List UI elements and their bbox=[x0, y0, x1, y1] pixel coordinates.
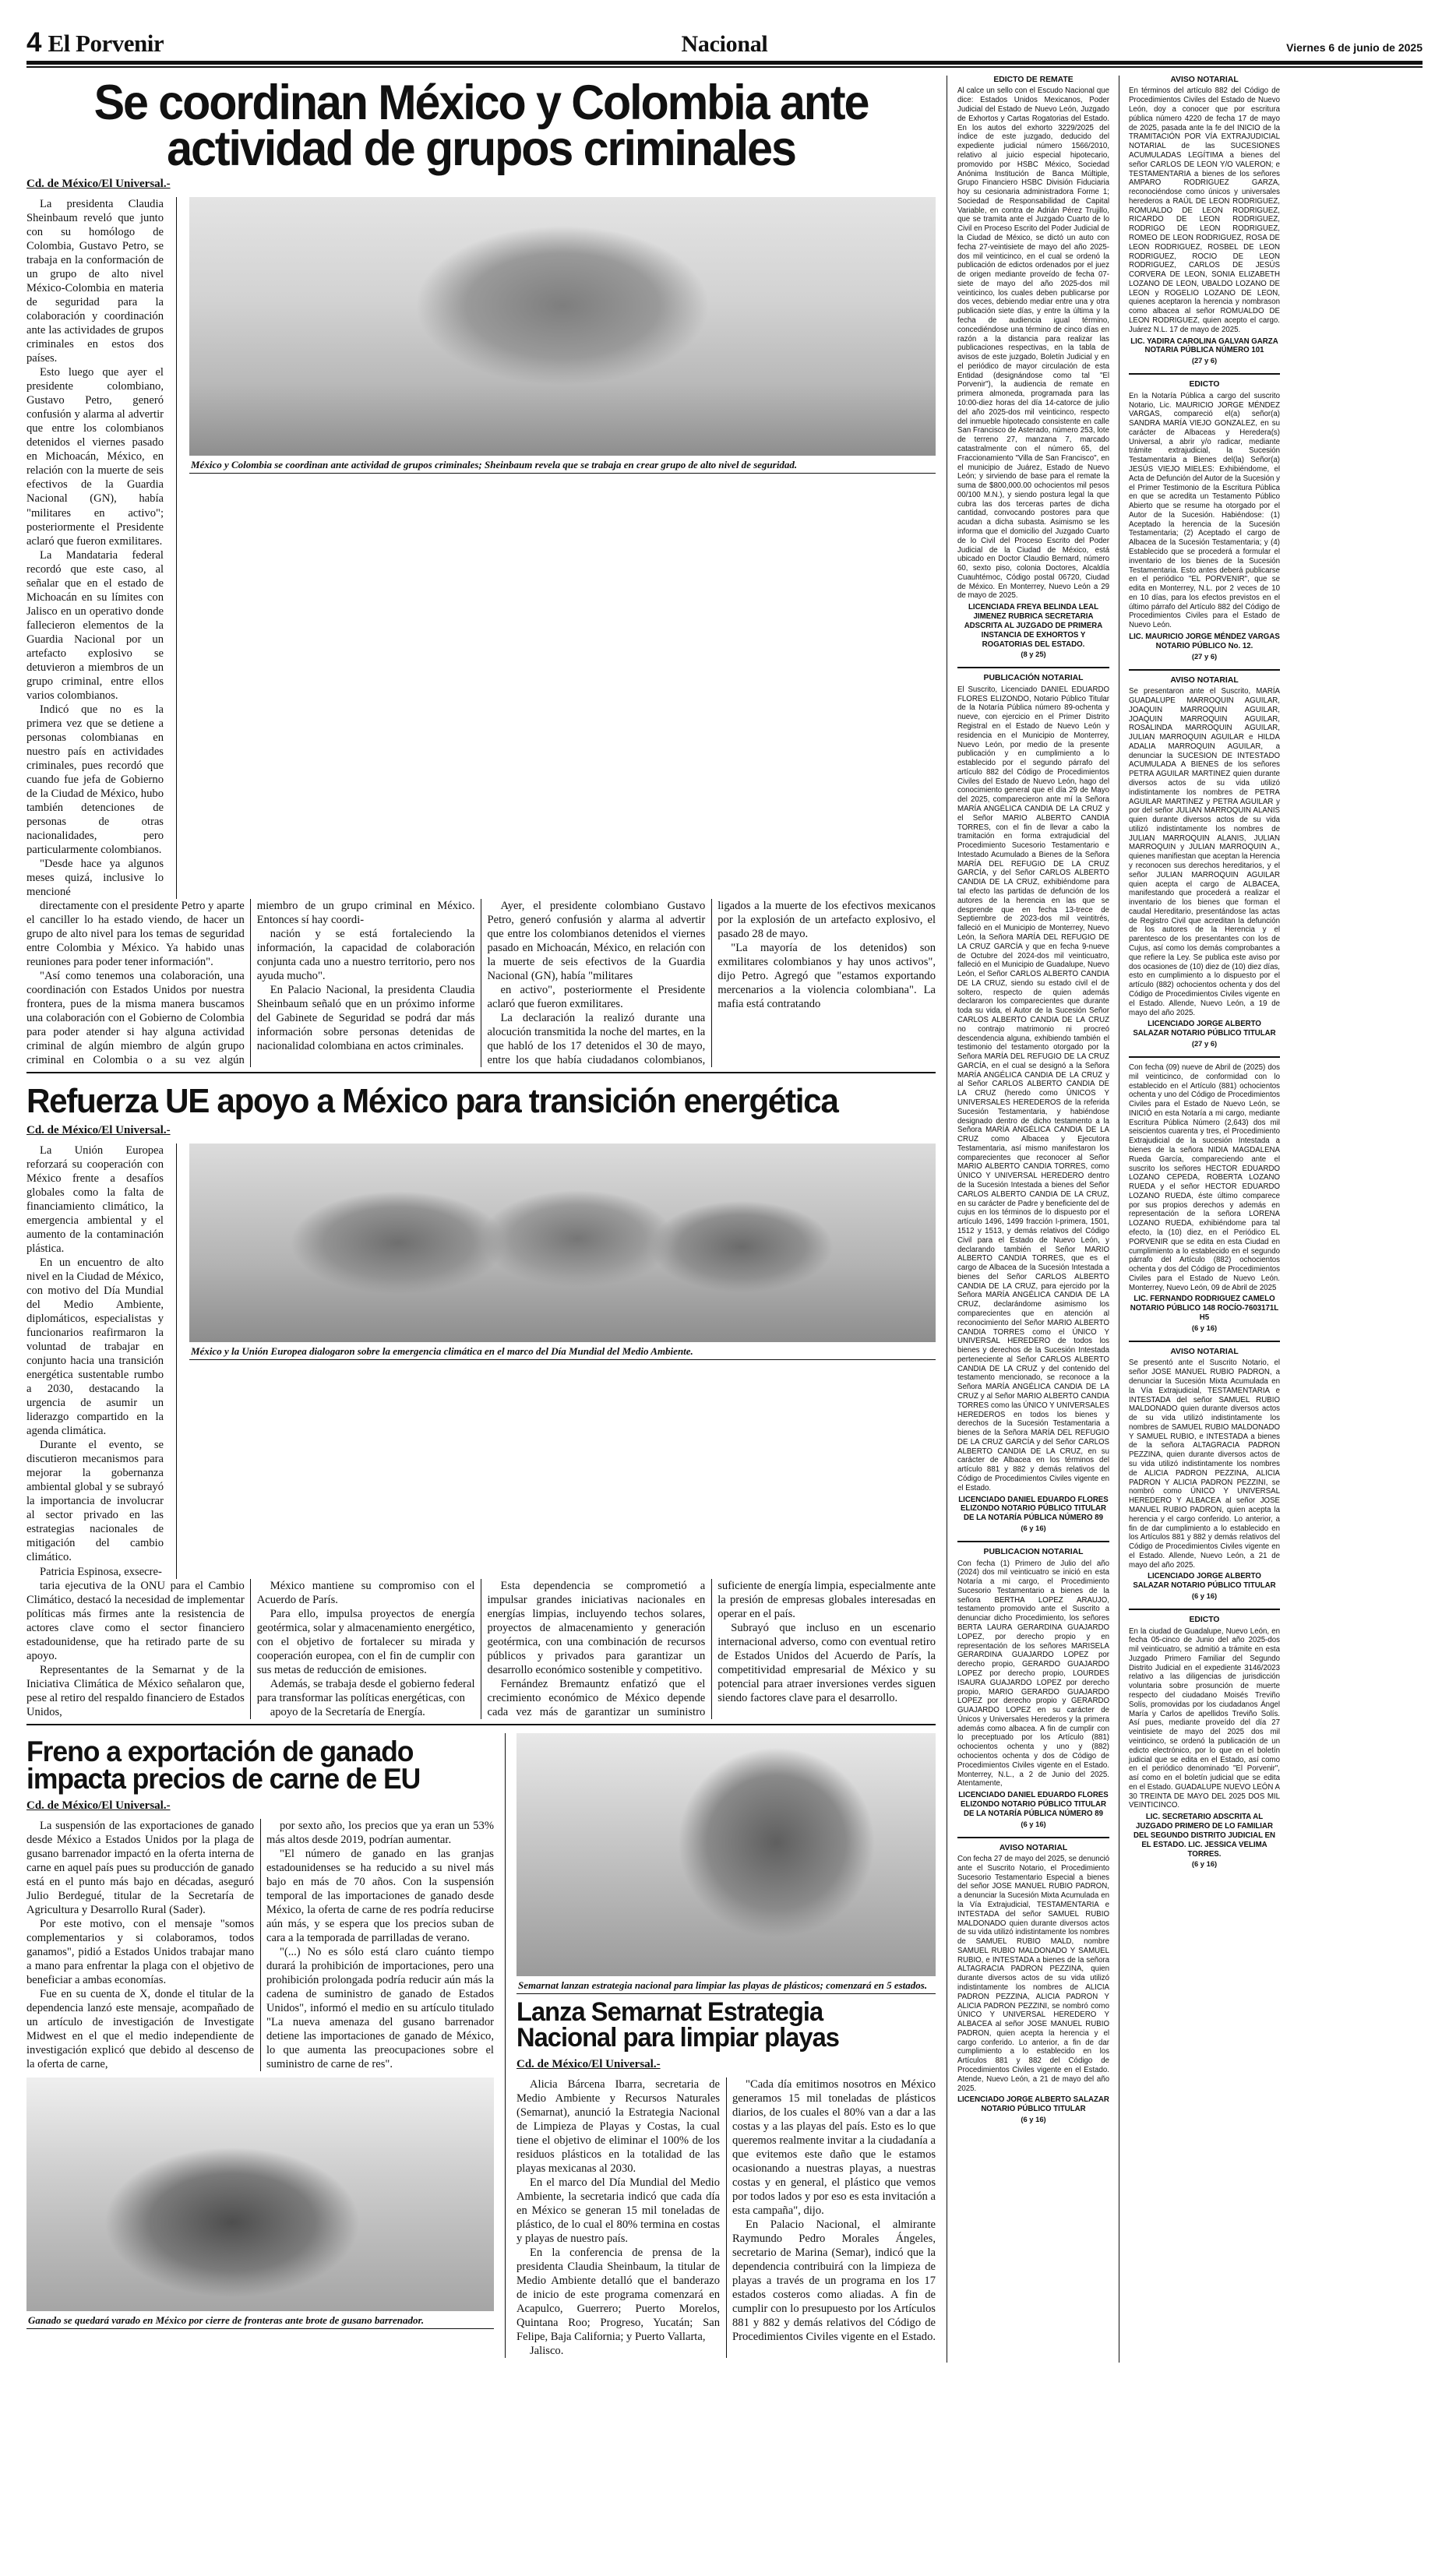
paragraph: Esto luego que ayer el presidente colombiano, Gustavo Petro, generó confusión y alarma al advertir que entre los colombianos detenidos el viernes pasado en Michoacán, México, en relación con la muerte de seis efectivos de la Guardia Nacional (GN), había "militares en activo"; posteriormente el Presidente aclaró que fueron exmilitares. bbox=[26, 366, 164, 548]
notice-title: AVISO NOTARIAL bbox=[1170, 675, 1239, 685]
masthead-left bbox=[26, 29, 164, 56]
paragraph: Patricia Espinosa, exsecre- bbox=[40, 1565, 162, 1578]
notice-sucesion-rueda bbox=[1129, 1063, 1280, 1332]
paragraph: Fue en su cuenta de X, donde el titular de la dependencia lanzó este mensaje, acompañado de un artículo de investigación de Investigate Midwest en el que el medio independiente de investigación explicó que debido al descenso de la oferta de carne, bbox=[26, 1987, 254, 2070]
article-headline: Freno a exportación de ganado impacta precios de carne de EU bbox=[26, 1735, 421, 1795]
paragraph: Fernández Bremauntz enfatizó que el crecimiento económico de México depende cada vez más de garantizar un suministro suficiente de energía limpia, especialmente ante la presión de empresas globales interesadas en operar en el país. bbox=[487, 1579, 936, 1718]
notice-title: AVISO NOTARIAL bbox=[1170, 76, 1239, 84]
paragraph: En el marco del Día Mundial del Medio Ambiente, la secretaria indicó que cada día en México se generan 15 mil toneladas de plástico, de lo cual el 80% termina en costas y playas de nuestro país. bbox=[516, 2176, 720, 2245]
notice-edicto-remate bbox=[957, 76, 1109, 658]
notice-signature: LICENCIADO DANIEL EDUARDO FLORES ELIZONDO NOTARIO PÚBLICO TITULAR DE LA NOTARÍA PÚBLICA NÚMERO 89 bbox=[958, 1495, 1109, 1523]
notice-body: El Suscrito, Licenciado DANIEL EDUARDO FLORES ELIZONDO, Notario Público Titular de la Notaría Pública número 89-ochenta y nueve, con ejercicio en el Primer Distrito Registral en el Estado de Nuevo León y residencia en el Municipio de Monterrey, Nuevo León, por medio de la presente publicación y en cumplimiento a lo establecido por el segundo párrafo del artículo 882 del Código de Procedimientos Civiles del Estado de Nuevo León, hago del conocimiento general que el día 29 de Mayo del 2025, comparecieron ante mí la Señora MARÍA ANGÉLICA CANDIA DE LA CRUZ y el Señor MARIO ALBERTO CANDIA TORRES, con el fin de llevar a cabo la tramitación en forma extrajudicial del Procedimiento Sucesorio Testamentario e Intestado Acumulado a Bienes de la Señora MARÍA DEL REFUGIO DE LA CRUZ GARCÍA, y del Señor CARLOS ALBERTO CANDIA DE LA CRUZ, exhibiéndome para tal efecto las partidas de defunción de los autores de la herencia en las que se desprende que en fecha 13-trece de Septiembre de 2023-dos mil veintitrés, falleció en el Municipio de Monterrey, Nuevo León, la Señora MARÍA DEL REFUGIO DE LA CRUZ GARCÍA y que en fecha 9-nueve de Octubre del 2024-dos mil veinticuatro, falleció en el Municipio de Guadalupe, Nuevo León, el Señor CARLOS ALBERTO CANDIA DE LA CRUZ, siendo su estado civil el de soltero, respecto de quien además declararon los comparecientes que durante toda su vida, el Autor de la Sucesión Señor CARLOS ALBERTO CANDIA DE LA CRUZ no contrajo matrimonio ni procreó descendencia alguna, exhibiendo también el testimonio del testamento otorgado por la Señora MARÍA DEL REFUGIO DE LA CRUZ GARCÍA, en el cual se designó a la Señora MARÍA ANGÉLICA CANDIA DE LA CRUZ y al Señor CARLOS ALBERTO CANDIA DE LA CRUZ (heredo como ÚNICOS Y UNIVERSALES HEREDEROS de la referida Sucesión Testamentaria, y habiéndose designado dentro de dicho testamento a la Señora MARÍA ANGÉLICA CANDIA DE LA CRUZ como Albacea y Ejecutora Testamentaria, así mismo manifestaron los comparecientes que reconocer al Señor MARIO ALBERTO CANDIA TORRES, como ÚNICO Y UNIVERSAL HEREDERO dentro de la Sucesión Intestada a bienes del Señor CARLOS ALBERTO CANDIA DE LA CRUZ, en su carácter de Padre y beneficiente del de cujus en los términos de lo dispuesto por el artículo 1496, 1499 fracción I-primera, 1501, 1512 y 1513, y demás relativos del Código Civil para el Estado de Nuevo León, y declarando también el Señor MARIO ALBERTO CANDIA TORRES, que es el cargo de Albacea de la Sucesión Intestada a bienes del Señor CARLOS ALBERTO CANDIA DE LA CRUZ, para ejercido por la Señora MARÍA ANGÉLICA CANDIA DE LA CRUZ, declarándome asimismo los comparecientes que en atención al reconocimiento del Señor MARIO ALBERTO CANDIA TORRES como el ÚNICO Y UNIVERSAL HEREDERO de todos los bienes y derechos de la Sucesión Intestada perteneciente al Señor CARLOS ALBERTO CANDIA DE LA CRUZ y del contenido del testamento mencionado, se reconoce a la Señora MARÍA ANGÉLICA CANDIA DE LA CRUZ y al Señor MARIO ALBERTO CANDIA TORRES como las ÚNICO Y UNIVERSALES HEREDEROS en todos los bienes y derechos de la Sucesión Testamentaria a bienes de la Señora MARÍA DEL REFUGIO DE LA CRUZ GARCÍA y del Señor CARLOS ALBERTO CANDIA DE LA CRUZ, en su carácter de Albacea en los términos del artículo 881 y 882 y demás relativos del Código de Procedimientos Civiles vigente en el Estado. bbox=[957, 685, 1109, 1492]
page-number: 4 bbox=[26, 27, 41, 58]
paragraph: "Desde hace ya algunos meses quizá, inclusive lo mencioné bbox=[26, 857, 164, 898]
paragraph: apoyo de la Secretaría de Energía. bbox=[270, 1705, 425, 1718]
article-ganado bbox=[26, 1733, 494, 2358]
article-headline: Se coordinan México y Colombia ante actividad de grupos criminales bbox=[93, 76, 869, 176]
paragraph: Jalisco. bbox=[530, 2344, 564, 2357]
article-photo bbox=[189, 197, 936, 456]
paper-name: El Porvenir bbox=[48, 30, 164, 57]
notice-separator bbox=[1129, 1056, 1280, 1058]
paragraph: nación y se está fortaleciendo la información, la capacidad de colaboración conjunta cada uno a nuestro territorio, pero nos ayuda mucho". bbox=[256, 927, 475, 983]
notice-aviso-notarial-1 bbox=[1129, 76, 1280, 365]
notice-separator bbox=[1129, 1341, 1280, 1342]
article-figure bbox=[26, 2077, 494, 2329]
article-figure bbox=[189, 197, 936, 474]
article-headline: Refuerza UE apoyo a México para transición energética bbox=[26, 1082, 838, 1121]
paragraph: Representantes de la Semarnat y de la Iniciativa Climática de México señalaron que, pese al retiro del respaldo financiero de Estados Unidos, bbox=[26, 1663, 245, 1718]
article-photo bbox=[26, 2077, 494, 2311]
paragraph: "El número de ganado en las granjas estadounidenses se ha reducido a su nivel más bajo en más de 70 años. Con la suspensión temporal de las importaciones de ganado desde México, la oferta de carne de res podría reducirse aún más, y se espera que los precios suban de cara a la temporada de parrilladas de verano. bbox=[266, 1847, 494, 1944]
notice-separator bbox=[957, 1837, 1109, 1838]
notice-publication-count: (27 y 6) bbox=[1191, 651, 1218, 661]
paragraph: Esta dependencia se comprometió a impulsar grandes iniciativas nacionales en energías limpias, incluyendo techos solares, proyectos de almacenamiento y generación geotérmica, con una combinación de recursos públicos y privados para garantizar un desarrollo económico sostenible y competitivo. bbox=[487, 1579, 706, 1676]
issue-date: Viernes 6 de junio de 2025 bbox=[1286, 41, 1423, 54]
legal-notices-area bbox=[947, 76, 1423, 2363]
masthead bbox=[0, 0, 1449, 56]
article-figure bbox=[516, 1733, 936, 1994]
article-photo-block bbox=[176, 1144, 936, 1578]
notice-body: Con fecha 27 de mayo del 2025, se denunció ante el Suscrito Notario, el Procedimiento Sucesorio Testamentario Especial a bienes del señor JOSE MANUEL RUBIO PADRON, a denunciar la Sucesión Mixta Acumulada en la Vía Extrajudicial, TESTAMENTARIA e INTESTADA del señor SAMUEL RUBIO MALDONADO quien durante diversos actos de su vida utilizó indistintamente los nombres de SAMUEL RUBIO MALD, nombre SAMUEL RUBIO MALDONADO Y SAMUEL RUBIO, e INTESTADA a bienes de la señora ALTAGRACIA PADRON PEZZINA, quien durante diversos actos de su vida utilizó indistintamente los nombres de ALICIA PADRON PEZZINA, ALICIA PADRON Y ALICIA PADRON PEZZINI, se nombró como ÚNICO Y UNIVERSAL HEREDERO Y ALBACEA al señor JOSE MANUEL RUBIO PADRON, quien acepta la herencia y el cargo conferido. Lo anterior, a fin de dar cumplimiento a lo establecido en los Artículos 881 y 882 del Código de Procedimientos Civiles vigente en el Estado. Atende, Nuevo León, a 21 de mayo del año 2025. bbox=[957, 1855, 1109, 2093]
article-byline: Cd. de México/El Universal.- bbox=[26, 178, 171, 191]
notice-signature: LICENCIADA FREYA BELINDA LEAL JIMENEZ RUBRICA SECRETARIA ADSCRITA AL JUZGADO DE PRIMERA INSTANCIA DE EXHORTOS Y ROGATORIAS DEL ESTADO. bbox=[964, 603, 1103, 649]
notice-signature: LIC. YADIRA CAROLINA GALVAN GARZA NOTARIA PÚBLICA NÚMERO 101 bbox=[1130, 337, 1278, 355]
paragraph: En Palacio Nacional, la presidenta Claudia Sheinbaum señaló que en un próximo informe del Gabinete de Seguridad se podrá dar más información sobre personas detenidas de nacionalidad colombiana en actos criminales. bbox=[256, 984, 475, 1053]
paragraph: La declaración la realizó durante una alocución transmitida la noche del martes, en la que habló de los 17 detenidos el 30 de mayo, entre los que había ciudadanos colombianos, ligados a la muerte de los efectivos mexicanos por la explosión de un artefacto explosivo, el pasado 28 de mayo. bbox=[487, 899, 936, 1067]
paragraph: La presidenta Claudia Sheinbaum reveló que junto con su homólogo de Colombia, Gustavo Petro, se trabaja en la conformación de un grupo de alto nivel México-Colombia en materia de seguridad para la colaboración y coordinación ante las actividades de grupos criminales en estos dos países. bbox=[26, 198, 164, 365]
notice-title: PUBLICACIÓN NOTARIAL bbox=[983, 674, 1084, 683]
notice-separator bbox=[957, 667, 1109, 668]
notice-separator bbox=[1129, 1609, 1280, 1610]
paragraph: Ayer, el presidente colombiano Gustavo Petro, generó confusión y alarma al advertir que entre los colombianos detenidos el viernes pasado en Michoacán, México, en relación con la muerte de seis efectivos de la Guardia Nacional (GN), había "militares bbox=[487, 899, 706, 983]
notice-body: En términos del artículo 882 del Código de Procedimientos Civiles del Estado de Nuevo León, doy a conocer que por escritura pública número 4220 de fecha 17 de mayo de 2025, pasada ante la fe del INICIO de la TRAMITACIÓN POR VÍA EXTRAJUDICIAL NOTARIAL de las SUCESIONES ACUMULADAS LEGÍTIMA a bienes del señor CARLOS DE LEON Y/O VALERON; e TESTAMENTARIA a bienes de los señores AMPARO RODRIGUEZ GARZA, reconociéndose como únicos y universales herederos a RAÚL DE LEON RODRIGUEZ, ROMUALDO DE LEON RODRIGUEZ, RICARDO DE LEON RODRIGUEZ, RODRIGO DE LEON RODRIGUEZ, ROMEO DE LEON RODRIGUEZ, ROSA DE LEON RODRIGUEZ, ROSBEL DE LEON RODRIGUEZ, ROCIO DE LEON RODRIGUEZ, CARLOS DE JESÚS CORVERA DE LEON, SONIA ELIZABETH LOZANO DE LEON, UBALDO LOZANO DE LEON y ROGELIO LOZANO DE LEON, quienes aceptaron la herencia y nombrason como albacea al señor ROMUALDO DE LEON RODRIGUEZ, quien acepto el cargo. Juárez N.L. 17 de mayo de 2025. bbox=[1129, 86, 1280, 334]
article-columns bbox=[516, 2077, 936, 2358]
editorial-area bbox=[26, 76, 947, 2363]
notice-body: Con fecha (1) Primero de Julio del año (2024) dos mil veinticuatro se inició en esta Notaría a mi cargo, el Procedimiento Sucesorio Testamentario a bienes de la señora BERTHA LOPEZ ARAUJO, testamento promovido ante el Suscrito a denunciar dicho Procedimiento, los señores BERTA LAURA GERARDINA GUAJARDO LOPEZ, por derecho propio y en representación de los señores MARISELA GERARDINA GUAJARDO LOPEZ por derecho propio, GERARDO GUAJARDO LOPEZ por derecho propio, LOURDES ISAURA GUAJARDO LOPEZ por derecho propio, MARIO GERARDO GUAJARDO LOPEZ por derecho propio y GERARDO GUAJARDO LOPEZ en su carácter de Únicos y Universales Herederos y la primera además como albacea. A fin de cumplir con lo preceptuado por los Artículo (881) ochocientos ochenta y uno y (882) ochocientos ochenta y dos de Código de Procedimientos Civiles vigente en el Estado. Monterrey, N.L., a 2 de Junio del 2025. Atentamente, bbox=[957, 1559, 1109, 1788]
article-column-1 bbox=[26, 1144, 164, 1578]
paragraph: En Palacio Nacional, el almirante Raymundo Pedro Morales Ángeles, secretario de Marina (Semar), indicó que la dependencia contribuirá con la limpieza de playas a través de un programa en los 17 estados costeros como aliadas. A fin de cumplir con lo presupuesto por los Artículos 881 y 882 y demás relativos del Código de Procedimientos Civiles vigente en el Estado. bbox=[732, 2218, 936, 2343]
paragraph: Durante el evento, se discutieron mecanismos para mejorar la gobernanza ambiental global y se subrayó la importancia de involucrar al sector privado en las estrategias nacionales de mitigación del cambio climático. bbox=[26, 1439, 164, 1564]
notice-aviso-notarial-2 bbox=[1129, 676, 1280, 1048]
article-mexico-colombia bbox=[26, 76, 936, 1067]
paragraph: La Mandataria federal recordó que este caso, al señalar que en el estado de Michoacán en su límites con Jalisco en un operativo donde fallecieron elementos de la Guardia Nacional por un artefacto explosivo se detuvieron a miembros de un grupo criminal, entre ellos varios colombianos. bbox=[26, 548, 164, 702]
notice-separator bbox=[1129, 373, 1280, 375]
article-byline: Cd. de México/El Universal.- bbox=[516, 2057, 661, 2070]
notice-title: PUBLICACION NOTARIAL bbox=[983, 1548, 1084, 1557]
notice-publicacion-notarial-2 bbox=[957, 1548, 1109, 1828]
notice-publication-count: (27 y 6) bbox=[1191, 356, 1218, 365]
paragraph: taria ejecutiva de la ONU para el Cambio Climático, destacó la necesidad de implementar políticas más firmes ante la resistencia de actores clave como el sector financiero estadounidense, que ha retirado parte de su apoyo. bbox=[26, 1579, 245, 1662]
paragraph: Indicó que no es la primera vez que se detiene a personas colombianas en nuestro país en actividades criminales, pues recordó que cuando fue jefa de Gobierno de la Ciudad de México, hubo también detenciones de personas de otras nacionalidades, pero particularmente colombianos. bbox=[26, 703, 164, 856]
paragraph: directamente con el presidente Petro y aparte el canciller lo ha estado viendo, de hacer un grupo de alto nivel para los temas de seguridad entre Colombia y México. Ya habido unas reuniones para poder tener información". bbox=[26, 899, 245, 968]
notice-publicacion-notarial-1 bbox=[957, 674, 1109, 1532]
article-bottom-pair bbox=[26, 1724, 936, 2358]
article-continuation-columns bbox=[26, 899, 936, 1067]
notice-publication-count: (6 y 16) bbox=[1021, 2115, 1046, 2124]
paragraph: "La mayoría de los detenidos) son exmilitares colombianos y hay unos activos", dijo Petro. Agregó que "estamos exportando mercenarios a la violencia colombiana". La mafia está contratando bbox=[717, 941, 936, 1011]
paragraph: "Así como tenemos una colaboración, una coordinación con Estados Unidos por nuestra frontera, pues de la misma manera buscamos una colaboración con el Gobierno de Colombia para poder atender si hay alguna actividad criminal de algún miembro de algún grupo criminal en Colombia o a su vez algún miembro de un grupo criminal en México. Entonces sí hay coordi- bbox=[26, 899, 475, 1067]
article-semarnat bbox=[505, 1733, 936, 2358]
notice-body: Al calce un sello con el Escudo Nacional que dice: Estados Unidos Mexicanos, Poder Judicial del Estado de Nuevo León, Juzgado de Exhortos y Cartas Rogatorias del Estado. En los autos del exhorto 3229/2025 del índice de este juzgado, deducido del expediente judicial número 1566/2010, relativo al juicio especial hipotecario, promovido por HSBC México, Sociedad Anónima Institución de Banca Múltiple, Grupo Financiero HSBC División Fiduciaria hoy su cesionaria administradora Forme 1; Sociedad de Responsabilidad de Capital Variable, en contra de Adrián Pérez Trujillo, que se tramita ante el Juzgado Cuarto de lo Civil en Proceso Escrito del Poder Judicial de la Ciudad de México, se dictó un auto con fecha 27-veintisiete de mayo del año 2025-dos mil veinticinco, en el cual se ordenó la publicación de edictos ordenados por el juez de origen mediante proveído de fecha 07-siete de mayo del año 2025-dos mil veinticinco, los cuales deben publicarse por dos veces, debiendo mediar entre una y otra publicación siete días, y entre la última y la fecha de audiencia igual término, concediéndose una término de cinco días en razón a la distancia para realizar las publicaciones respectivas, en la tabla de avisos de este juzgado, Boletín Judicial y en el periódico de mayor circulación de esta Entidad (designándose como tal "El Porvenir"), la audiencia de remate en primera almoneda, programada para las 10:00-diez horas del día 14-catorce de julio del año 2025-dos mil veinticinco, respecto del inmueble hipotecado consistente en calle San Francisco de Asterado, número 253, lote de terreno 27, manzana 7, marcado catastralmente con el número 65, del Fraccionamiento "Villa de San Francisco", en el municipio de Juárez, Estado de Nuevo León; y sirviendo de base para el remate la suma de $800,000.00 ochocientos mil pesos 00/100 M.N.), y siendo postura legal la que cubra las dos terceras partes de dicha cantidad, convocando postores para que acudan a dicha subasta. Asimismo se les informa que el domicilio del Juzgado Cuarto de lo Civil del Proceso Escrito del Poder Judicial de la Ciudad de México, está ubicado en Doctor Claudio Bernard, número 60, sexto piso, colonia Doctores, Alcaldía Cuauhtémoc, Código postal 06720, Ciudad de México. En Monterrey, Nuevo León a 29 de mayo de 2025. bbox=[957, 86, 1109, 601]
article-flow-top bbox=[26, 1144, 936, 1578]
paragraph: México mantiene su compromiso con el Acuerdo de París. bbox=[256, 1579, 475, 1606]
masthead-rule bbox=[26, 61, 1423, 68]
paragraph: Para ello, impulsa proyectos de energía geotérmica, solar y almacenamiento energético, con el objetivo de fortalecer su mirada y cooperación europea, con el fin de cumplir con sus metas de reducción de emisiones. bbox=[256, 1607, 475, 1676]
notice-publication-count: (6 y 16) bbox=[1191, 1591, 1218, 1601]
photo-caption: México y Colombia se coordinan ante actividad de grupos criminales; Sheinbaum revela que se trabaja en crear grupo de alto nivel de seguridad. bbox=[189, 456, 936, 474]
notice-body: Se presentó ante el Suscrito Notario, el señor JOSE MANUEL RUBIO PADRON, a denunciar la Sucesión Mixta Acumulada en la Vía Extrajudicial, TESTAMENTARIA e INTESTADA del señor SAMUEL RUBIO MALDONADO quien durante diversos actos de su vida utilizó indistintamente los nombres de SAMUEL RUBIO MALDONADO Y SAMUEL RUBIO, e INTESTADA a bienes de la señora ALTAGRACIA PADRON PEZZINA, quien durante diversos actos de su vida utilizó indistintamente los nombres de ALICIA PADRON PEZZINA, ALICIA PADRON Y ALICIA PADRON PEZZINI, se nombró como ÚNICO Y UNIVERSAL HEREDERO Y ALBACEA al señor JOSE MANUEL RUBIO PADRON, quien acepta la herencia y el cargo conferido. Lo anterior, a fin de dar cumplimiento a lo establecido en los Artículos 881 y 882 y demás relativos del Código de Procedimientos Civiles vigente en el Estado. Allende, Nuevo León, a 21 de mayo del año 2025. bbox=[1129, 1358, 1280, 1570]
paragraph: "(...) No es sólo está claro cuánto tiempo durará la prohibición de importaciones, pero una prohibición prolongada podría reducir aún más la cadena de suministro de ganado de Estados Unidos", informó el medio en su artículo titulado "La nueva amenaza del gusano barrenador detiene las importaciones de ganado de México, lo que aumenta las preocupaciones sobre el suministro de carne de res". bbox=[266, 1945, 494, 2070]
notice-publication-count: (6 y 16) bbox=[1191, 1323, 1218, 1332]
notice-title: EDICTO bbox=[1189, 380, 1220, 389]
article-ue-energia bbox=[26, 1072, 936, 1719]
paragraph: En un encuentro de alto nivel en la Ciudad de México, con motivo del Día Mundial del Medio Ambiente, diplomáticos, especialistas y funcionarios reafirmaron la voluntad de trabajar en conjunto hacia una transición energética sustentable rumbo a 2030, destacando la urgencia de asumir un liderazgo compartido en la agenda climática. bbox=[26, 1256, 164, 1438]
notice-separator bbox=[1129, 669, 1280, 671]
paragraph: La Unión Europea reforzará su cooperación con México frente a desafíos globales como la falta de financiamiento climático, la emergencia ambiental y el aumento de la contaminación plástica. bbox=[26, 1144, 164, 1256]
notice-edicto-2 bbox=[1129, 1616, 1280, 1868]
notice-aviso-notarial-col1 bbox=[957, 1844, 1109, 2123]
article-byline: Cd. de México/El Universal.- bbox=[26, 1124, 171, 1137]
article-continuation-columns bbox=[26, 1579, 936, 1719]
notice-body: En la ciudad de Guadalupe, Nuevo León, en fecha 05-cinco de Junio del año 2025-dos mil veinticuatro, se admitió a trámite en esta Juzgado Primero Familiar del Segundo Distrito Judicial en el expediente 3146/2023 relativo a las diligencias de jurisdicción voluntaria sobre prosunción de muerte respecto del ciudadano Moisés Treviño Solís, promovidas por los ciudadanos Ángel María y Carlos de apellidos Treviño Solís. Así pues, mediante proveído del día 27 veintisiete de mayo del 2025 dos mil veinticinco, se ordenó la publicación de un edicto electrónico, por lo que en el boletín judicial que se edita en el Estado, así como en el periódico denominado "El Porvenir", así como en el boletín judicial que se edita en el Estado. GUADALUPE NUEVO LEÓN A 30 TREINTA DE MAYO DEL 2025 DOS MIL VEINTICINCO. bbox=[1129, 1626, 1280, 1810]
notice-signature: LICENCIADO JORGE ALBERTO SALAZAR NOTARIO PÚBLICO TITULAR bbox=[957, 2095, 1109, 2114]
notice-signature: LIC. FERNANDO RODRIGUEZ CAMELO NOTARIO PÚBLICO 148 ROCÍO-7603171L H5 bbox=[1130, 1295, 1279, 1323]
notices-column-1 bbox=[957, 76, 1109, 2363]
notice-signature: LICENCIADO JORGE ALBERTO SALAZAR NOTARIO PÚBLICO TITULAR bbox=[1133, 1020, 1276, 1038]
article-photo bbox=[189, 1144, 936, 1342]
article-flow-top bbox=[26, 197, 936, 899]
article-columns bbox=[26, 1819, 494, 2071]
notice-publication-count: (8 y 25) bbox=[1021, 650, 1046, 659]
notice-body: Se presentaron ante el Suscrito, MARÍA GUADALUPE MARROQUIN AGUILAR, JOAQUIN MARROQUIN AGUILAR, JOAQUIN MARROQUIN AGUILAR, ROSALINDA MARROQUIN AGUILAR, JULIAN MARROQUIN AGUILAR e HILDA ADALIA MARROQUIN AGUILAR, a denunciar la SUCESION DE INTESTADO ACUMULADA A BIENES de los señores PETRA AGUILAR MARTINEZ quien durante diversos actos de su vida utilizó indistintamente los nombres de PETRA AGUILAR MARTINEZ y PETRA AGUILAR y por del señor JULIAN MARROQUIN ALANIS quien durante diversos actos de su vida utilizó indistintamente los nombres de JULIAN MARROQUIN ALANIS, JULIAN MARROQUIN y JULIAN MARROQUIN A., quienes manifiestan que aceptan la Herencia y reconocen sus derechos hereditarios, y el señor JULIAN MARROQUIN AGUILAR quien acepta el cargo de ALBACEA, manifestando que procederá a realizar el inventario de los bienes que forman el caudal Hereditario, presentándose las actas de Registro Civil que acreditan la defunción de los autores de la Herencia y el parentesco de los presentantes con los de Cujus, así como los demás comprobantes a que refiere la Ley. Se publica este aviso por dos ocasiones de (10) diez de (10) diez días, esto en cumplimiento a lo dispuesto por el artículo (882) ochocientos ochenta y dos del Código de Procedimientos Civiles vigente en el Estado. Allende, Nuevo León, a 19 de mayo del año 2025. bbox=[1129, 687, 1280, 1017]
photo-caption: Ganado se quedará varado en México por cierre de fronteras ante brote de gusano barrenador. bbox=[26, 2311, 494, 2329]
article-photo-block bbox=[176, 197, 936, 899]
notice-body: En la Notaría Pública a cargo del suscrito Notario, Lic. MAURICIO JORGE MÉNDEZ VARGAS, compareció el(a) señor(a) SANDRA MARÍA VIEJO GONZALEZ, en su carácter de Albaceas y Heredera(s) Universal, a abrir y/o radicar, mediante trámite extrajudicial, la Sucesión Testamentaria a Bienes del(la) Señor(a) JESÚS VIEJO MIELES: Exhibiéndome, el Acta de Defunción del Autor de la Sucesión y el Primer Testimonio de la Escritura Pública en que se acredita un Testamento Público Abierto que se resume ha otorgado por el Autor de la Sucesión. Habiéndose: (1) Aceptado la herencia de la Sucesión Testamentaria; (2) Aceptado el cargo de Albacea de la Sucesión Testamentaria; y (4) Establecido que se procederá a formular el inventario de los bienes de la Sucesión Testamentaria. Esto antes deberá publicarse en el periódico "EL PORVENIR", que se edita en Monterrey, N.L. por 2 veces de 10 en 10 días, para los efectos previstos en el último párrafo del Artículo 882 del Código de Procedimientos Civiles para el Estado de Nuevo León. bbox=[1129, 391, 1280, 630]
notice-signature: LIC. MAURICIO JORGE MÉNDEZ VARGAS NOTARIO PÚBLICO No. 12. bbox=[1129, 633, 1280, 650]
photo-caption: México y la Unión Europea dialogaron sobre la emergencia climática en el marco del Día Mundial del Medio Ambiente. bbox=[189, 1342, 936, 1360]
notice-publication-count: (6 y 16) bbox=[1021, 1524, 1046, 1533]
article-column-1 bbox=[26, 197, 164, 899]
notice-signature: LICENCIADO JORGE ALBERTO SALAZAR NOTARIO PÚBLICO TITULAR bbox=[1133, 1572, 1276, 1591]
paragraph: Alicia Bárcena Ibarra, secretaria de Medio Ambiente y Recursos Naturales (Semarnat), anunció la Estrategia Nacional de Limpieza de Playas y Costas, la cual tiene el objetivo de eliminar el 100% de los residuos plásticos en la totalidad de las playas mexicanas al 2030. bbox=[516, 2077, 720, 2175]
notices-column-2 bbox=[1119, 76, 1280, 2363]
paragraph: "Cada día emitimos nosotros en México generamos 15 mil toneladas de plásticos diarios, de los cuales el 80% van a dar a las costas y a las playas del país. Esto es lo que queremos realmente invitar a la ciudadanía a que evitemos este daño que le estamos ocasionando a nuestras playas, a nuestras costas y en general, el plástico que vemos por todos lados y por eso es esta invitación a esta campaña", dijo. bbox=[732, 2077, 936, 2217]
section-title: Nacional bbox=[681, 31, 768, 57]
paragraph: Por este motivo, con el mensaje "somos complementarios y si colaboramos, todos ganamos", pidió a Estados Unidos trabajar mano a mano para enfrentar la plaga con el objetivo de beneficiar a ambas economías. bbox=[26, 1917, 254, 1986]
paragraph: Subrayó que incluso en un escenario internacional adverso, como con eventual retiro de Estados Unidos del Acuerdo de París, la competitividad empresarial de México y su potencial para atraer inversiones verdes siguen siendo factores clave para el desarrollo. bbox=[717, 1621, 936, 1704]
paragraph: La suspensión de las exportaciones de ganado desde México a Estados Unidos por la plaga de gusano barrenador impactó en la oferta interna de carne en aquel país pues su producción de ganado está en el punto más bajo en décadas, aseguró Julio Berdegué, titular de la Secretaría de Agricultura y Desarrollo Rural (Sader). bbox=[26, 1819, 254, 1916]
photo-caption: Semarnat lanzan estrategia nacional para limpiar las playas de plásticos; comenzará en 5 estados. bbox=[516, 1976, 936, 1994]
notice-title: EDICTO bbox=[1189, 1616, 1220, 1625]
notice-body: Con fecha (09) nueve de Abril de (2025) dos mil veinticinco, de conformidad con lo establecido en el Artículo (881) ochocientos ochenta y uno del Código de Procedimientos Civiles para el Estado de Nuevo León, se INICIÓ en esta Notaría a mi cargo, mediante Escritura Pública Número (2,643) dos mil seiscientos cuarenta y tres, el Procedimiento Extrajudicial de la sucesión Intestada a bienes de la señora NIDIA MAGDALENA Rueda García, compareciendo ante el suscrito los señores HECTOR EDUARDO LOZANO CEPEDA, ROBERTA LOZANO RUEDA y el señor HECTOR EDUARDO LOZANO RUEDA, éste último comparece por sus propios derechos y además en representación de la señora LORENA LOZANO RUEDA, exhibiéndome para tal efecto, la (10) diez, en el Periódico EL PORVENIR que se edita en esta Ciudad en cumplimiento a lo establecido en el segundo párrafo del Artículo (882) ochocientos ochenta y dos del Código de Procedimientos Civiles para el Estado de Nuevo León. Monterrey, Nuevo León, 09 de Abril de 2025 bbox=[1129, 1062, 1280, 1292]
notice-signature: LIC. SECRETARIO ADSCRITA AL JUZGADO PRIMERO DE LO FAMILIAR DEL SEGUNDO DISTRITO JUDICIAL EN EL ESTADO. LIC. JESSICA VELIMA TORRES. bbox=[1133, 1813, 1275, 1859]
article-figure bbox=[189, 1144, 936, 1360]
paragraph: por sexto año, los precios que ya eran un 53% más altos desde 2019, podrían aumentar. bbox=[266, 1819, 494, 1846]
notice-separator bbox=[957, 1541, 1109, 1542]
notice-aviso-notarial-3 bbox=[1129, 1348, 1280, 1600]
notice-publication-count: (6 y 16) bbox=[1191, 1859, 1218, 1869]
notice-edicto-1 bbox=[1129, 380, 1280, 660]
notice-signature: LICENCIADO DANIEL EDUARDO FLORES ELIZONDO NOTARIO PÚBLICO TITULAR DE LA NOTARÍA PÚBLICA NÚMERO 89 bbox=[958, 1791, 1109, 1818]
page-body bbox=[0, 68, 1449, 2378]
article-photo bbox=[516, 1733, 936, 1976]
paragraph: En la conferencia de prensa de la presidenta Claudia Sheinbaum, la titular de Medio Ambiente detalló que el banderazo de inicio de este programa comenzará en Acapulco, Guerrero; Puerto Morelos, Quintana Roo; Progreso, Yucatán; San Felipe, Baja California; y Puerto Vallarta, bbox=[516, 2246, 720, 2343]
notice-title: AVISO NOTARIAL bbox=[999, 1843, 1068, 1852]
notice-title: AVISO NOTARIAL bbox=[1170, 1347, 1239, 1356]
article-byline: Cd. de México/El Universal.- bbox=[26, 1799, 171, 1812]
notice-title: EDICTO DE REMATE bbox=[993, 76, 1074, 84]
paragraph: en activo", posteriormente el Presidente aclaró que fueron exmilitares. bbox=[487, 984, 706, 1011]
paragraph: Además, se trabaja desde el gobierno federal para transformar las políticas energéticas, con bbox=[256, 1677, 475, 1704]
article-headline: Lanza Semarnat Estrategia Nacional para limpiar playas bbox=[516, 1997, 839, 2053]
notice-publication-count: (6 y 16) bbox=[1021, 1819, 1046, 1828]
notice-publication-count: (27 y 6) bbox=[1191, 1038, 1218, 1048]
